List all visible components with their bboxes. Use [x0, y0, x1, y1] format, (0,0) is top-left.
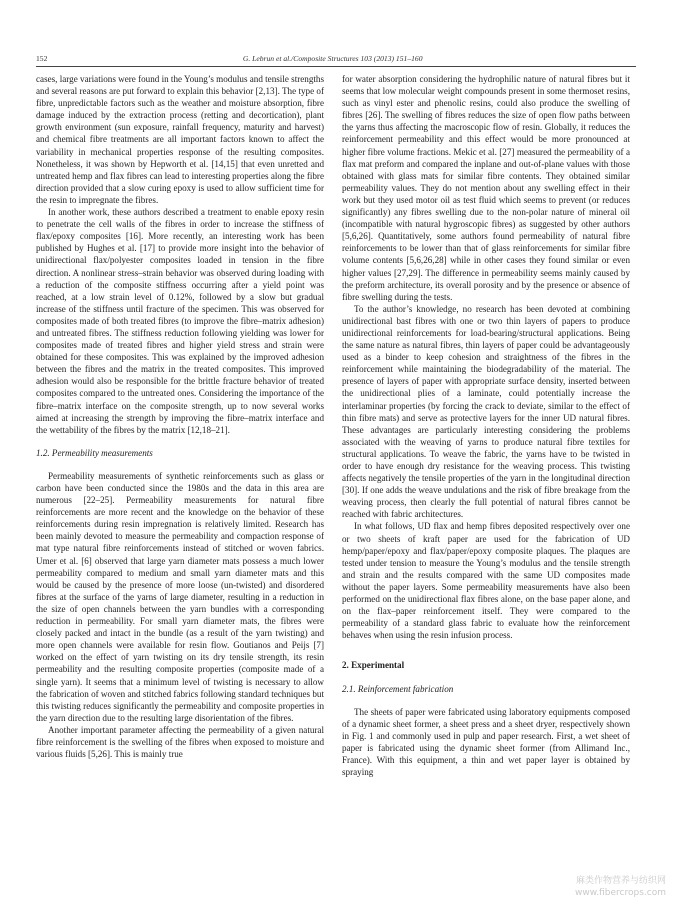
running-header [36, 54, 636, 63]
section-heading: 2. Experimental [342, 660, 405, 671]
subsection-heading: 2.1. Reinforcement fabrication [342, 683, 454, 694]
watermark-line-2: www.fibercrops.com [575, 888, 666, 898]
right-column [342, 73, 630, 778]
paragraph: In another work, these authors described a treatment to enable epoxy resin to penetrate the cell walls of the fibres in order to increase the stiffness of flax/epoxy composites [16]. More recently, an interesting work has been published by Hughes et al. [17] to provide more insight into the behavior of unidirectional flax/polyester composites loaded in tension in the fibre direction. A nonlinear stress–strain behavior was observed during loading with a reduction of the composite stiffness occurring after a yield point was reached, at a low strain level of 0.12%, followed by a slow but gradual increase of the stiffness until fracture of the specimen. This was observed for composites made of both treated fibres (to improve the fibre–matrix adhesion) and untreated fibres. The stiffness reduction following yielding was lower for composites made of treated fibres and higher yield stress and strain were obtained for these composites. This was explained by the improved adhesion between the fibres and the matrix in the treated composites. This improved adhesion would also be responsible for the brittle fracture behavior of treated composites compared to the untreated ones. Considering the importance of the fibre–matrix interface on the composite strength, up to now several works aimed at increasing the strength by improving the fibre–matrix interface and the wettability of the fibres by the matrix [12,18–21]. [36, 207, 324, 435]
header-rule [36, 66, 636, 67]
watermark-line-1: 麻类作物营养与纺织网 [575, 876, 666, 886]
paragraph: In what follows, UD flax and hemp fibres deposited respectively over one or two sheets of kraft paper are used for the fabrication of UD hemp/paper/epoxy and flax/paper/epoxy composite plaques. The plaques are tested under tension to measure the Young’s modulus and the tensile strength and strain and the results compared with the same UD composites made without the paper layers. Some permeability measurements have also been performed on the unidirectional flax fibres alone, on the base paper alone, and on the flax–paper reinforcement itself. They were compared to the permeability of a standard glass fabric to evaluate how the reinforcement behaves when using the resin infusion process. [342, 521, 630, 641]
running-title: G. Lebrun et al./Composite Structures 103 (2013) 151–160 [242, 54, 423, 63]
paragraph: for water absorption considering the hydrophilic nature of natural fibres but it seems that low molecular weight compounds present in some thermoset resins, such as vinyl ester and phenolic resins, could also produce the swelling of fibres [26]. The swelling of fibres reduces the size of open flow paths between the yarns thus affecting the macroscopic flow of resin. Globally, it reduces the reinforcement permeability and this effect would be more pronounced at higher fibre volume fractions. Mekic et al. [27] measured the permeability of a flax mat preform and compared the inplane and out-of-plane values with those obtained with glass mats for similar fibre contents. They obtained similar permeability values. They do not mention about any swelling effect in their work but they used motor oil as test fluid which seems to prevent (or reduces significantly) any fibres swelling due to the non-polar nature of mineral oil (incompatible with natural hygroscopic fibres) as suggested by other authors [5,6,26]. Quantitatively, some authors found permeability of natural fibre reinforcements to be lower than that of glass reinforcements for similar fibre volume contents [5,6,26,28] while in other cases they found similar or even higher values [27,29]. The difference in permeability seems mainly caused by the preform architecture, its overall porosity and by the presence or absence of fibre swelling during the tests. [342, 74, 630, 302]
left-column [36, 73, 324, 760]
paragraph: To the author’s knowledge, no research has been devoted at combining unidirectional bast fibres with one or two thin layers of papers to produce unidirectional reinforcements for load-bearing/structural applications. Being the same nature as natural fibres, thin layers of paper could be advantageously used as a binder to keep cohesion and straightness of the fibres in the reinforcement while maintaining the biodegradability of the material. The presence of layers of paper with appropriate surface density, inserted between the unidirectional plies of a laminate, could potentially increase the interlaminar properties (by forcing the crack to deviate, similar to the effect of thin fibre mats) and serve as protective layers for the inner UD natural fibres. These advantages are particularly interesting considering the problems associated with the weaving of yarns to produce natural fibre textiles for structural applications. To weave the fabric, the yarns have to be twisted in order to have enough dry resistance for the weaving process. This twisting affects negatively the tensile properties of the yarn in the longitudinal direction [30]. If one adds the weave undulations and the risk of fibre breakage from the weaving process, then clearly the full potential of natural fibres cannot be reached with fabric architectures. [342, 303, 630, 520]
site-watermark [575, 875, 666, 899]
subsection-heading: 1.2. Permeability measurements [36, 447, 153, 458]
paragraph: cases, large variations were found in the Young’s modulus and tensile strengths and several reasons are put forward to explain this behavior [2,13]. The type of fibre, unpredictable factors such as the weather and moisture absorption, fibre damage induced by the extraction process (retting and decortication), plant growth environment (sun exposure, rainfall frequency, maturity and harvest) and chemical fibre treatments are all important factors known to affect the variability in mechanical properties response of the resulting composites. Nonetheless, it was shown by Hepworth et al. [14,15] that even unretted and untreated hemp and flax fibres can lead to interesting properties along the fibre direction provided that a slow curing epoxy is used to allow sufficient time for the resin to impregnate the fibres. [36, 74, 325, 205]
page-number: 152 [36, 54, 48, 63]
paragraph: The sheets of paper were fabricated using laboratory equipments composed of a dynamic sheet former, a sheet press and a sheet dryer, respectively shown in Fig. 1 and commonly used in pulp and paper research. First, a wet sheet of paper is fabricated using the dynamic sheet former (from Allimand Inc., France). With this equipment, a thin and wet paper layer is obtained by spraying [342, 706, 630, 778]
paragraph: Permeability measurements of synthetic reinforcements such as glass or carbon have been conducted since the 1980s and the data in this area are numerous [22–25]. Permeability measurements for natural fibre reinforcements are more recent and the knowledge on the behavior of these reinforcements during resin impregnation is relatively limited. Research has been mainly devoted to measure the permeability and compaction response of mat type natural fibre reinforcements instead of stitched or woven fabrics. Umer et al. [6] observed that large yarn diameter mats possess a much lower permeability compared to medium and small yarn diameter mats and this would be caused by the presence of more loose (un-twisted) and disordered fibres at the surface of the yarns of large diameter, resulting in a reduction in the size of open channels between the yarn bundles with a corresponding reduction in permeability. For small yarn diameter mats, the fibres were closely packed and intact in the bundle (as a result of the yarn twisting) and more open channels were available for resin flow. Goutianos and Peijs [7] worked on the effect of yarn twisting on its dry tensile strength, its resin permeability and the resulting composite properties (composite made of a single yarn). It seems that a minimum level of twisting is necessary to allow the fabrication of woven and stitched fabrics following standard techniques but this twisting reduces significantly the permeability and composite properties in the yarn direction due to the resulting large disorientation of the fibres. [36, 470, 324, 723]
paragraph: Another important parameter affecting the permeability of a given natural fibre reinforcement is the swelling of the fibres when exposed to moisture and various fluids [5,26]. This is mainly true [36, 724, 324, 760]
